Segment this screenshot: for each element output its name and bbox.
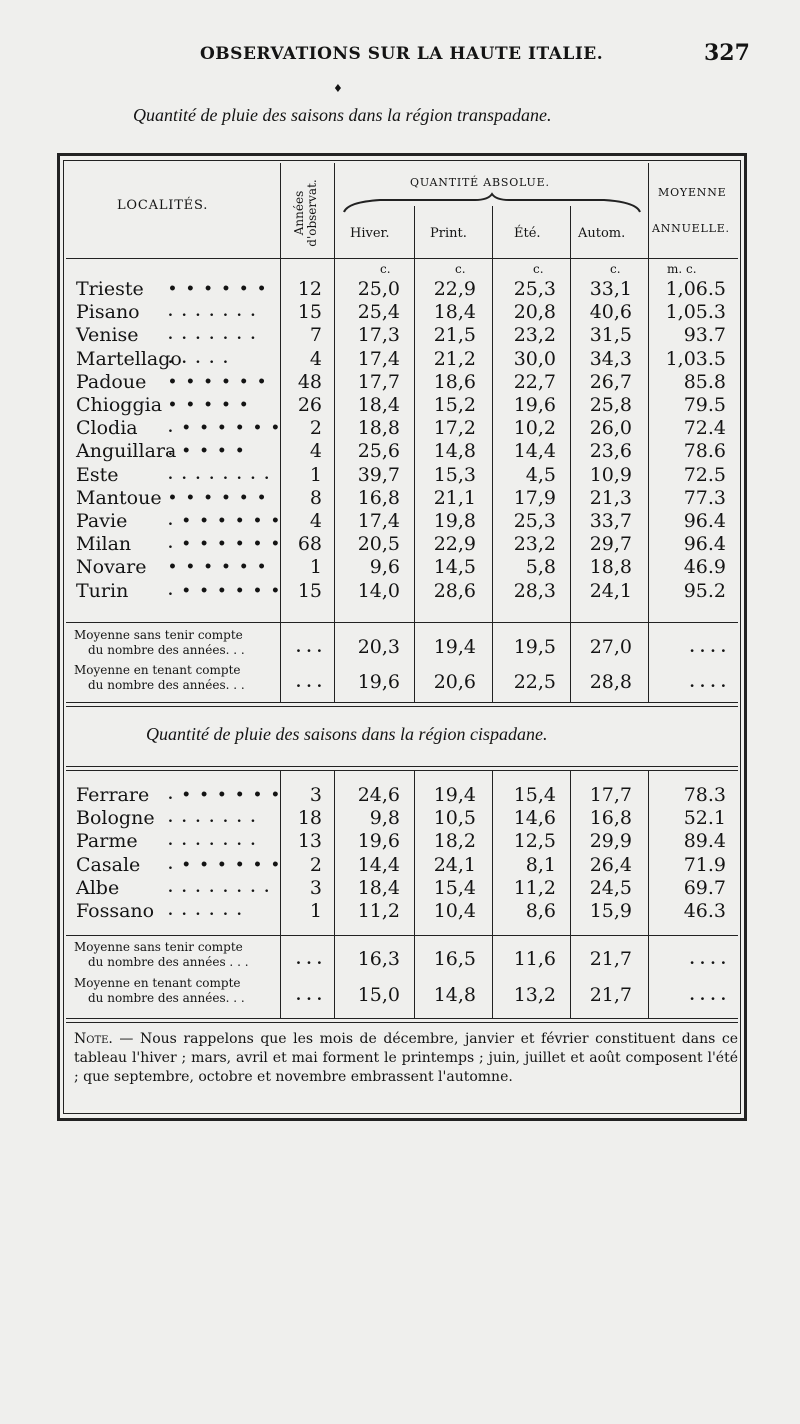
average-label-line2: du nombre des années . . . <box>88 955 249 969</box>
row-annual: 78.3 <box>683 784 726 806</box>
rule-table2-end-a <box>66 1018 738 1019</box>
average-hiver: 16,3 <box>357 948 400 970</box>
header-moyenne: MOYENNE <box>658 186 727 199</box>
row-print: 10,4 <box>433 900 476 922</box>
row-ete: 12,5 <box>513 830 556 853</box>
row-hiver: 19,6 <box>357 830 400 853</box>
table-row <box>0 487 800 510</box>
row-hiver: 17,4 <box>357 347 400 370</box>
row-autom: 26,0 <box>589 417 632 440</box>
table1-caption: Quantité de pluie des saisons dans la région transpadane. <box>133 105 552 125</box>
row-print: 15,4 <box>433 876 476 899</box>
row-annual: 96.4 <box>683 510 726 532</box>
row-ete: 25,3 <box>513 278 556 300</box>
table-row <box>0 324 800 347</box>
row-autom: 18,8 <box>589 556 632 579</box>
header-ete: Été. <box>514 226 541 241</box>
row-print: 18,2 <box>433 830 476 853</box>
row-locality: Trieste <box>76 278 144 300</box>
table-row <box>0 900 800 923</box>
row-annual: 69.7 <box>683 876 726 899</box>
average-print: 20,6 <box>433 671 476 693</box>
rule-table1-end-a <box>66 702 738 703</box>
rule-table1-end-b <box>66 706 738 707</box>
row-years: 4 <box>309 347 322 370</box>
note-text: — Nous rappelons que les mois de décembre, janvier et février constituent dans ce tableau l'hiver ; mars, avril et mai forment le printemps ; juin, juillet et août composent l'été ; que septembre, octobre et novembre embrassent l'automne. <box>74 1031 738 1085</box>
row-print: 15,2 <box>433 394 476 416</box>
row-years: 12 <box>297 278 322 300</box>
average-print: 14,8 <box>433 984 476 1006</box>
row-years: 15 <box>297 301 322 324</box>
rule-data2-bottom <box>66 935 738 936</box>
average-row <box>0 942 800 976</box>
row-print: 22,9 <box>433 533 476 556</box>
average-ete: 19,5 <box>513 636 556 658</box>
row-annual: 89.4 <box>683 830 726 853</box>
row-locality: Mantoue <box>76 486 162 509</box>
row-leader-dots: . • • • • • • <box>168 787 282 803</box>
row-locality: Pavie <box>76 510 128 532</box>
row-years: 18 <box>297 807 322 830</box>
table-row <box>0 301 800 324</box>
row-annual: 46.9 <box>683 556 726 579</box>
average-autom: 27,0 <box>589 636 632 658</box>
row-annual: 46.3 <box>683 900 726 922</box>
average-annual: . . . . <box>689 986 726 1004</box>
row-years: 8 <box>309 486 322 509</box>
row-locality: Venise <box>76 324 139 347</box>
row-leader-dots: • • • • • <box>168 397 251 413</box>
row-years: 1 <box>309 463 322 486</box>
row-annual: 78.6 <box>683 440 726 463</box>
row-hiver: 25,6 <box>357 440 400 463</box>
unit-ete: c. <box>533 262 544 276</box>
row-hiver: 9,8 <box>369 807 400 830</box>
row-leader-dots: • • • • • • <box>168 373 269 390</box>
row-hiver: 16,8 <box>357 486 400 509</box>
average-years: . . . <box>295 950 322 968</box>
average-autom: 21,7 <box>589 984 632 1006</box>
note-label: Note. <box>74 1031 113 1047</box>
row-leader-dots: . . . . . . . <box>168 304 258 321</box>
rule-table2-end-b <box>66 1022 738 1023</box>
row-autom: 33,1 <box>589 278 632 300</box>
unit-autom: c. <box>610 262 621 276</box>
table-row <box>0 510 800 533</box>
row-hiver: 9,6 <box>369 556 400 579</box>
row-annual: 1,05.3 <box>665 301 726 324</box>
row-leader-dots: . . . . . . . <box>168 810 258 827</box>
row-print: 22,9 <box>433 278 476 300</box>
row-autom: 17,7 <box>589 784 632 806</box>
table-row <box>0 807 800 830</box>
row-ete: 8,6 <box>525 900 556 922</box>
rule-header-bottom <box>66 258 738 259</box>
average-label-line2: du nombre des années. . . <box>88 991 245 1005</box>
average-label-line1: Moyenne sans tenir compte <box>74 940 243 954</box>
table-row <box>0 371 800 394</box>
row-hiver: 25,4 <box>357 301 400 324</box>
row-print: 18,6 <box>433 370 476 393</box>
row-print: 17,2 <box>433 417 476 440</box>
average-ete: 22,5 <box>513 671 556 693</box>
table-row <box>0 877 800 900</box>
row-leader-dots: • • • • • • <box>168 559 269 576</box>
row-annual: 52.1 <box>683 807 726 830</box>
rule-data1-bottom <box>66 622 738 623</box>
row-ete: 22,7 <box>513 370 556 393</box>
row-years: 26 <box>297 394 322 416</box>
row-hiver: 18,4 <box>357 394 400 416</box>
average-label-line1: Moyenne en tenant compte <box>74 976 241 990</box>
row-print: 14,8 <box>433 440 476 463</box>
average-label <box>74 976 245 1006</box>
row-autom: 31,5 <box>589 324 632 347</box>
row-autom: 10,9 <box>589 463 632 486</box>
row-autom: 29,7 <box>589 533 632 556</box>
average-hiver: 15,0 <box>357 984 400 1006</box>
row-locality: Casale <box>76 853 141 876</box>
average-row <box>0 630 800 664</box>
row-annual: 93.7 <box>683 324 726 347</box>
row-hiver: 24,6 <box>357 784 400 806</box>
row-leader-dots: . . . . . . . . <box>168 879 272 896</box>
row-leader-dots: . . . . . . . . <box>168 466 272 483</box>
row-leader-dots: • • • • • • <box>168 281 269 297</box>
row-years: 4 <box>309 440 322 463</box>
row-ete: 23,2 <box>513 324 556 347</box>
row-ete: 8,1 <box>525 853 556 876</box>
row-print: 24,1 <box>433 853 476 876</box>
table-row <box>0 464 800 487</box>
row-autom: 24,5 <box>589 876 632 899</box>
row-autom: 34,3 <box>589 347 632 370</box>
row-locality: Albe <box>76 876 120 899</box>
row-locality: Parme <box>76 830 138 853</box>
row-hiver: 18,8 <box>357 417 400 440</box>
table-row <box>0 440 800 463</box>
average-autom: 21,7 <box>589 948 632 970</box>
row-annual: 72.5 <box>683 463 726 486</box>
table-row <box>0 417 800 440</box>
row-print: 19,4 <box>433 784 476 806</box>
row-hiver: 39,7 <box>357 463 400 486</box>
row-years: 7 <box>309 324 322 347</box>
row-leader-dots: . . . . . . . <box>168 833 258 850</box>
row-leader-dots: . • • • • • • <box>168 420 282 437</box>
row-leader-dots: . • • • • • • <box>168 582 282 599</box>
row-hiver: 18,4 <box>357 876 400 899</box>
header-annuelle: ANNUELLE. <box>652 222 730 235</box>
row-ete: 17,9 <box>513 486 556 509</box>
table-row <box>0 580 800 603</box>
row-leader-dots: . • • • • • • <box>168 513 282 529</box>
row-locality: Este <box>76 463 119 486</box>
row-ete: 30,0 <box>513 347 556 370</box>
average-label-line2: du nombre des années. . . <box>88 643 245 657</box>
average-annual: . . . . <box>689 638 726 656</box>
row-years: 13 <box>297 830 322 853</box>
average-print: 19,4 <box>433 636 476 658</box>
row-leader-dots: . . . . . . <box>168 903 244 919</box>
row-print: 28,6 <box>433 579 476 602</box>
row-annual: 79.5 <box>683 394 726 416</box>
average-print: 16,5 <box>433 948 476 970</box>
row-hiver: 17,3 <box>357 324 400 347</box>
row-autom: 24,1 <box>589 579 632 602</box>
row-ete: 20,8 <box>513 301 556 324</box>
row-print: 14,5 <box>433 556 476 579</box>
row-hiver: 17,7 <box>357 370 400 393</box>
header-print: Print. <box>430 226 467 241</box>
row-years: 1 <box>309 900 322 922</box>
average-hiver: 20,3 <box>357 636 400 658</box>
header-quantite-absolue: QUANTITÉ ABSOLUE. <box>410 176 550 189</box>
row-locality: Martellago <box>76 347 182 370</box>
row-locality: Turin <box>76 579 129 602</box>
note <box>74 1030 738 1087</box>
table2-caption: Quantité de pluie des saisons dans la région cispadane. <box>146 724 548 744</box>
unit-print: c. <box>455 262 466 276</box>
average-autom: 28,8 <box>589 671 632 693</box>
row-locality: Pisano <box>76 301 140 324</box>
average-years: . . . <box>295 986 322 1004</box>
row-years: 3 <box>309 784 322 806</box>
rule-table2-top-a <box>66 766 738 767</box>
row-locality: Ferrare <box>76 784 150 806</box>
row-hiver: 14,4 <box>357 853 400 876</box>
row-years: 48 <box>297 370 322 393</box>
average-label <box>74 628 245 658</box>
average-annual: . . . . <box>689 673 726 691</box>
row-annual: 85.8 <box>683 370 726 393</box>
row-locality: Bologne <box>76 807 155 830</box>
rule-table2-top-b <box>66 770 738 771</box>
average-label-line1: Moyenne sans tenir compte <box>74 628 243 642</box>
row-leader-dots: . . . . . <box>168 350 230 367</box>
row-ete: 14,6 <box>513 807 556 830</box>
row-autom: 23,6 <box>589 440 632 463</box>
ornament: ♦ <box>333 82 343 95</box>
average-label-line1: Moyenne en tenant compte <box>74 663 241 677</box>
row-ete: 4,5 <box>525 463 556 486</box>
row-annual: 96.4 <box>683 533 726 556</box>
table-row <box>0 394 800 417</box>
row-autom: 29,9 <box>589 830 632 853</box>
row-print: 21,5 <box>433 324 476 347</box>
average-label <box>74 663 245 693</box>
row-locality: Chioggia <box>76 394 163 416</box>
row-locality: Fossano <box>76 900 155 922</box>
row-years: 68 <box>297 533 322 556</box>
row-annual: 71.9 <box>683 853 726 876</box>
row-hiver: 17,4 <box>357 510 400 532</box>
row-annual: 95.2 <box>683 579 726 602</box>
row-print: 19,8 <box>433 510 476 532</box>
row-autom: 16,8 <box>589 807 632 830</box>
row-years: 3 <box>309 876 322 899</box>
row-hiver: 20,5 <box>357 533 400 556</box>
row-leader-dots: . • • • • <box>168 443 247 460</box>
row-locality: Milan <box>76 533 132 556</box>
row-annual: 1,03.5 <box>665 347 726 370</box>
row-autom: 33,7 <box>589 510 632 532</box>
row-autom: 25,8 <box>589 394 632 416</box>
row-ete: 10,2 <box>513 417 556 440</box>
average-hiver: 19,6 <box>357 671 400 693</box>
row-leader-dots: . . . . . . . <box>168 327 258 344</box>
header-localites: LOCALITÉS. <box>117 198 209 213</box>
row-hiver: 11,2 <box>357 900 400 922</box>
row-ete: 5,8 <box>525 556 556 579</box>
row-print: 10,5 <box>433 807 476 830</box>
header-hiver: Hiver. <box>350 226 390 241</box>
table-row <box>0 854 800 877</box>
row-years: 2 <box>309 853 322 876</box>
row-years: 15 <box>297 579 322 602</box>
row-leader-dots: . • • • • • • <box>168 856 282 873</box>
row-autom: 15,9 <box>589 900 632 922</box>
row-ete: 11,2 <box>513 876 556 899</box>
table-row <box>0 278 800 301</box>
row-ete: 25,3 <box>513 510 556 532</box>
table-row <box>0 784 800 807</box>
average-ete: 11,6 <box>513 948 556 970</box>
row-years: 4 <box>309 510 322 532</box>
average-ete: 13,2 <box>513 984 556 1006</box>
page-number: 327 <box>704 40 750 66</box>
table-row <box>0 533 800 556</box>
row-locality: Novare <box>76 556 147 579</box>
row-ete: 19,6 <box>513 394 556 416</box>
average-annual: . . . . <box>689 950 726 968</box>
row-print: 15,3 <box>433 463 476 486</box>
table-row <box>0 556 800 579</box>
row-print: 18,4 <box>433 301 476 324</box>
average-row <box>0 978 800 1012</box>
row-annual: 1,06.5 <box>665 278 726 300</box>
row-annual: 72.4 <box>683 417 726 440</box>
row-print: 21,1 <box>433 486 476 509</box>
row-autom: 21,3 <box>589 486 632 509</box>
row-annual: 77.3 <box>683 486 726 509</box>
average-row <box>0 665 800 699</box>
row-hiver: 14,0 <box>357 579 400 602</box>
row-locality: Padoue <box>76 370 147 393</box>
row-ete: 23,2 <box>513 533 556 556</box>
row-leader-dots: . • • • • • • <box>168 536 282 553</box>
running-title: OBSERVATIONS SUR LA HAUTE ITALIE. <box>200 44 604 64</box>
header-annees-line1: Années <box>292 190 306 236</box>
average-label-line2: du nombre des années. . . <box>88 678 245 692</box>
row-locality: Clodia <box>76 417 138 440</box>
table-row <box>0 348 800 371</box>
row-ete: 28,3 <box>513 579 556 602</box>
average-years: . . . <box>295 673 322 691</box>
row-locality: Anguillara <box>76 440 177 463</box>
row-hiver: 25,0 <box>357 278 400 300</box>
row-leader-dots: • • • • • • <box>168 489 269 506</box>
average-years: . . . <box>295 638 322 656</box>
row-print: 21,2 <box>433 347 476 370</box>
header-annees <box>286 170 326 254</box>
row-autom: 26,7 <box>589 370 632 393</box>
unit-annual: m. c. <box>667 262 697 276</box>
unit-hiver: c. <box>380 262 391 276</box>
header-autom: Autom. <box>578 226 626 241</box>
average-label <box>74 940 249 970</box>
row-autom: 26,4 <box>589 853 632 876</box>
row-years: 2 <box>309 417 322 440</box>
table-row <box>0 830 800 853</box>
row-ete: 14,4 <box>513 440 556 463</box>
row-autom: 40,6 <box>589 301 632 324</box>
header-annees-line2: d'observat. <box>305 179 319 247</box>
row-ete: 15,4 <box>513 784 556 806</box>
row-years: 1 <box>309 556 322 579</box>
